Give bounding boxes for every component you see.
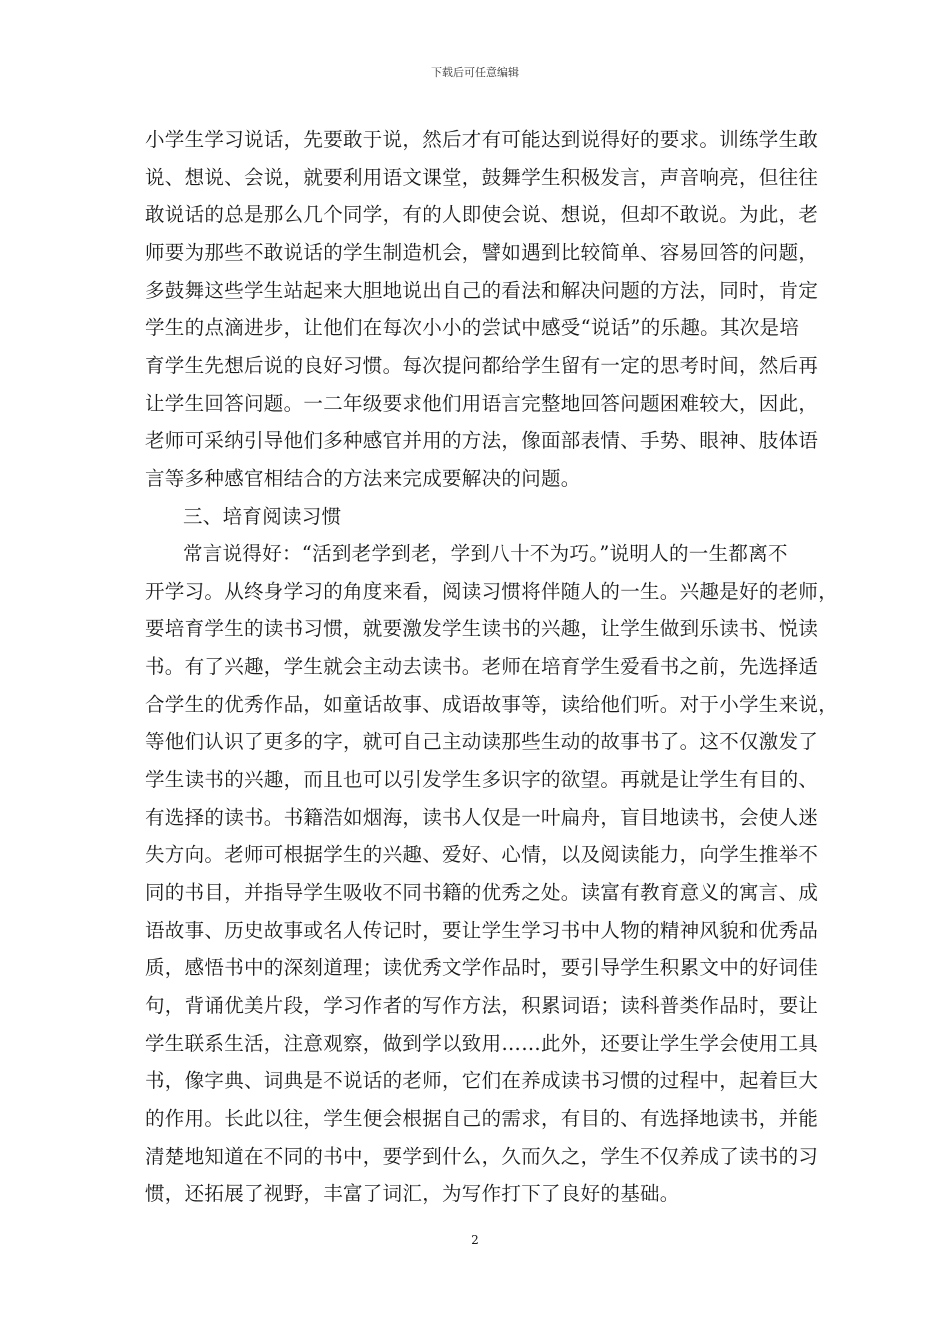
section-heading: 三、培育阅读习惯 xyxy=(183,504,342,528)
body-text-line: 要培育学生的读书习惯，就要激发学生读书的兴趣，让学生做到乐读书、悦读 xyxy=(145,617,819,641)
body-text-line: 等他们认识了更多的字，就可自己主动读那些生动的故事书了。这不仅激发了 xyxy=(145,730,819,754)
body-text-line: 常言说得好：“活到老学到老，学到八十不为巧。”说明人的一生都离不 xyxy=(183,542,788,566)
body-text-line: 语故事、历史故事或名人传记时，要让学生学习书中人物的精神风貌和优秀品 xyxy=(145,918,819,942)
body-text-line: 同的书目，并指导学生吸收不同书籍的优秀之处。读富有教育意义的寓言、成 xyxy=(145,881,819,904)
page-header: 下载后可任意编辑 xyxy=(431,66,519,79)
body-text-line: 书，像字典、词典是不说话的老师，它们在养成读书习惯的过程中，起着巨大 xyxy=(145,1069,819,1093)
body-text-line: 惯，还拓展了视野，丰富了词汇，为写作打下了良好的基础。 xyxy=(145,1182,680,1206)
body-text-line: 敢说话的总是那么几个同学，有的人即使会说、想说，但却不敢说。为此，老 xyxy=(145,203,819,227)
body-text-line: 师要为那些不敢说话的学生制造机会，譬如遇到比较简单、容易回答的问题， xyxy=(145,240,819,264)
body-text-line: 学生的点滴进步，让他们在每次小小的尝试中感受“说话”的乐趣。其次是培 xyxy=(145,316,800,340)
body-text-line: 老师可采纳引导他们多种感官并用的方法，像面部表情、手势、眼神、肢体语 xyxy=(145,429,819,453)
body-text-line: 合学生的优秀作品，如童话故事、成语故事等，读给他们听。对于小学生来说， xyxy=(145,692,839,716)
body-text-line: 开学习。从终身学习的角度来看，阅读习惯将伴随人的一生。兴趣是好的老师， xyxy=(145,579,839,603)
body-text-line: 失方向。老师可根据学生的兴趣、爱好、心情，以及阅读能力，向学生推举不 xyxy=(145,843,819,867)
body-text-line: 质，感悟书中的深刻道理；读优秀文学作品时，要引导学生积累文中的好词佳 xyxy=(145,956,819,980)
body-text-line: 小学生学习说话，先要敢于说，然后才有可能达到说得好的要求。训练学生敢 xyxy=(145,128,819,151)
body-text-line: 言等多种感官相结合的方法来完成要解决的问题。 xyxy=(145,466,581,490)
body-text-line: 清楚地知道在不同的书中，要学到什么，久而久之，学生不仅养成了读书的习 xyxy=(145,1144,819,1168)
body-text-line: 句，背诵优美片段，学习作者的写作方法，积累词语；读科普类作品时，要让 xyxy=(145,993,819,1017)
body-text-line: 学生读书的兴趣，而且也可以引发学生多识字的欲望。再就是让学生有目的、 xyxy=(145,768,819,792)
body-text-line: 说、想说、会说，就要利用语文课堂，鼓舞学生积极发言，声音响亮，但往往 xyxy=(145,165,819,189)
body-text-line: 书。有了兴趣，学生就会主动去读书。老师在培育学生爱看书之前，先选择适 xyxy=(145,655,819,679)
body-text-line: 让学生回答问题。一二年级要求他们用语言完整地回答问题困难较大，因此， xyxy=(145,391,819,415)
page-number: 2 xyxy=(471,1233,479,1247)
body-text-line: 学生联系生活，注意观察，做到学以致用……此外，还要让学生学会使用工具 xyxy=(145,1031,819,1055)
body-text-line: 多鼓舞这些学生站起来大胆地说出自己的看法和解决问题的方法，同时，肯定 xyxy=(145,278,819,302)
body-text-line: 育学生先想后说的良好习惯。每次提问都给学生留有一定的思考时间，然后再 xyxy=(145,353,819,377)
body-text-line: 的作用。长此以往，学生便会根据自己的需求，有目的、有选择地读书，并能 xyxy=(145,1106,819,1130)
body-text-line: 有选择的读书。书籍浩如烟海，读书人仅是一叶扁舟，盲目地读书，会使人迷 xyxy=(145,805,819,829)
